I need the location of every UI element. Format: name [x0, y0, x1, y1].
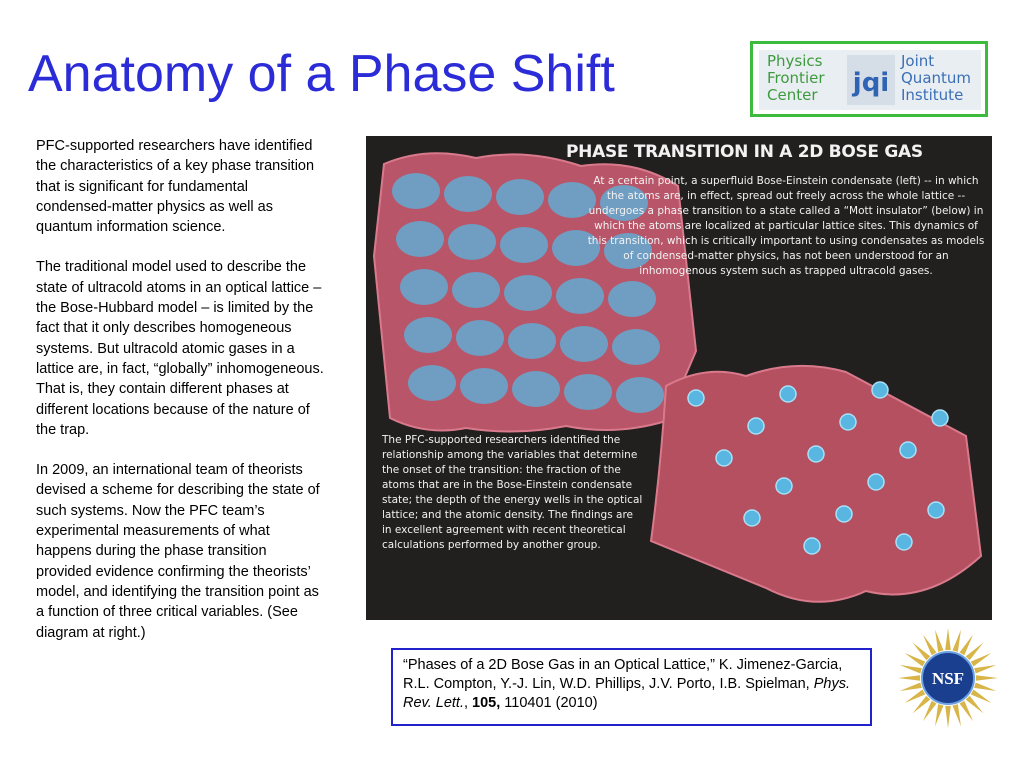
- condensate-blob: [608, 281, 656, 317]
- condensate-blob: [612, 329, 660, 365]
- condensate-blob: [404, 317, 452, 353]
- citation-title: “Phases of a 2D Bose Gas in an Optical Lattice,”: [403, 657, 715, 673]
- nsf-ray: [935, 704, 943, 726]
- nsf-ray: [974, 683, 996, 691]
- atom-sphere: [896, 534, 912, 550]
- atom-sphere: [776, 478, 792, 494]
- jqi-logo-text: [901, 53, 971, 104]
- atom-sphere: [900, 442, 916, 458]
- condensate-blob: [508, 323, 556, 359]
- condensate-blob: [564, 374, 612, 410]
- condensate-blob: [456, 320, 504, 356]
- condensate-blob: [448, 224, 496, 260]
- condensate-blob: [460, 368, 508, 404]
- nsf-ray: [960, 635, 973, 656]
- logo-background: [759, 50, 981, 110]
- condensate-blob: [396, 221, 444, 257]
- mott-insulator-lattice: [651, 366, 981, 602]
- figure-title: PHASE TRANSITION IN A 2D BOSE GAS: [566, 142, 923, 162]
- pfc-jqi-logo: [750, 41, 988, 117]
- paragraph-3: In 2009, an international team of theorists devised a scheme for describing the state of such systems. Now the PFC team’s experimental measurements of what happens during the phase transition provided evidence confirming the theorists’ model, and identifying the transition point as a function of three critical variables. (See diagram at right.): [36, 462, 320, 641]
- condensate-blob: [560, 326, 608, 362]
- condensate-blob: [556, 278, 604, 314]
- jqi-line-1: Joint: [901, 52, 935, 70]
- nsf-ray: [898, 675, 920, 681]
- nsf-logo-icon: [896, 626, 1000, 730]
- figure-description-bottom: The PFC-supported researchers identified the relationship among the variables that determine the onset of the transition: the fraction of the atoms that are in the Bose-Einstein condensate state; the depth of the energy wells in the optical lattice; and the atomic density. The findings are in excellent agreement with recent theoretical calculations performed by another group.: [382, 434, 643, 551]
- atom-sphere: [840, 414, 856, 430]
- atom-sphere: [748, 418, 764, 434]
- jqi-line-3: Institute: [901, 86, 964, 104]
- nsf-ray: [935, 630, 943, 652]
- condensate-blob: [452, 272, 500, 308]
- nsf-ray: [923, 635, 936, 656]
- atom-sphere: [868, 474, 884, 490]
- citation-journal: Phys. Rev. Lett.: [403, 676, 851, 711]
- jqi-line-2: Quantum: [901, 69, 972, 87]
- atom-sphere: [804, 538, 820, 554]
- atom-sphere: [688, 390, 704, 406]
- nsf-ray: [960, 701, 973, 722]
- condensate-blob: [400, 269, 448, 305]
- condensate-blob: [500, 227, 548, 263]
- nsf-ray: [953, 704, 961, 726]
- nsf-ray: [905, 653, 926, 666]
- atom-sphere: [932, 410, 948, 426]
- nsf-ray: [974, 665, 996, 673]
- atom-sphere: [780, 386, 796, 402]
- atom-sphere: [928, 502, 944, 518]
- figure-description-top: At a certain point, a superfluid Bose-Einstein condensate (left) -- in which the atoms are, in effect, spread out freely across the whole lattice -- undergoes a phase transition to a state called a “Mott insulator” (below) in which the atoms are localized at particular lattice sites. This dynamics of this transition, which is critically important to using condensates as models of condensed-matter physics, has not been understood for an inhomogenous system such as trapped ultracold gases.: [587, 175, 985, 277]
- atom-sphere: [872, 382, 888, 398]
- condensate-blob: [392, 173, 440, 209]
- citation-box: [391, 648, 872, 726]
- nsf-ray: [945, 628, 951, 650]
- phase-transition-figure: [366, 136, 992, 620]
- condensate-blob: [512, 371, 560, 407]
- condensate-blob: [408, 365, 456, 401]
- nsf-ray: [945, 706, 951, 728]
- nsf-ray: [976, 675, 998, 681]
- condensate-blob: [496, 179, 544, 215]
- nsf-ray: [923, 701, 936, 722]
- nsf-ray: [971, 690, 992, 703]
- atom-sphere: [716, 450, 732, 466]
- citation-separator: ,: [463, 695, 473, 711]
- nsf-ray: [905, 690, 926, 703]
- pfc-line-3: Center: [767, 86, 818, 104]
- body-text: [36, 136, 326, 663]
- nsf-logo-text: NSF: [931, 669, 965, 688]
- nsf-ray: [953, 630, 961, 652]
- nsf-ray: [900, 665, 922, 673]
- citation-pages-year: 110401 (2010): [500, 695, 598, 711]
- pfc-line-2: Frontier: [767, 69, 825, 87]
- nsf-ray: [971, 653, 992, 666]
- pfc-logo-text: [767, 53, 825, 104]
- paragraph-2: The traditional model used to describe the state of ultracold atoms in an optical lattice – the Bose-Hubbard model – is limited by the fact that it only describes homogeneous systems. But ultracold atomic gases in a lattice are, in fact, “globally” inhomogeneous. That is, they contain different phases at different locations because of the nature of the trap.: [36, 259, 324, 438]
- atom-sphere: [836, 506, 852, 522]
- paragraph-1: PFC-supported researchers have identified the characteristics of a key phase transition that is significant for fundamental condensed-matter physics as well as quantum information science.: [36, 138, 315, 236]
- condensate-blob: [444, 176, 492, 212]
- citation-authors: K. Jimenez-Garcia, R.L. Compton, Y.-J. Lin, W.D. Phillips, J.V. Porto, I.B. Spielman,: [403, 657, 843, 692]
- citation-volume: 105,: [472, 695, 501, 711]
- nsf-ray: [900, 683, 922, 691]
- jqi-mark-text: jqi: [852, 68, 890, 98]
- pfc-line-1: Physics: [767, 52, 823, 70]
- jqi-logo-icon: [847, 55, 895, 105]
- condensate-blob: [616, 377, 664, 413]
- condensate-blob: [504, 275, 552, 311]
- slide-title: Anatomy of a Phase Shift: [28, 45, 615, 103]
- atom-sphere: [808, 446, 824, 462]
- atom-sphere: [744, 510, 760, 526]
